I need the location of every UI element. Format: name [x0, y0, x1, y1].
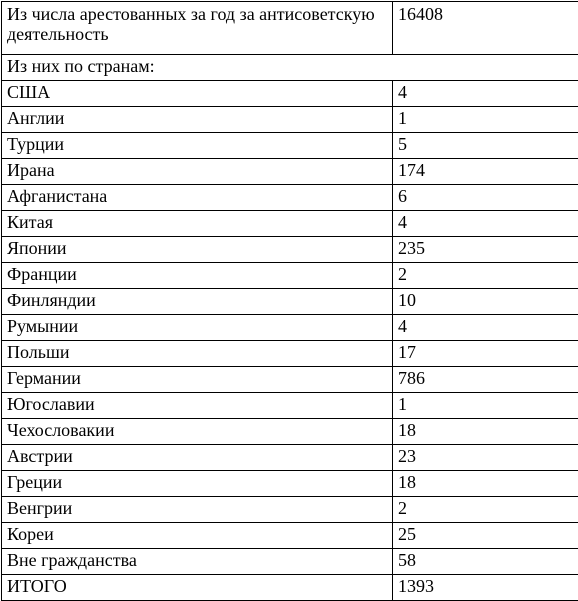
country-name: Вне гражданства: [2, 549, 393, 575]
table-row: [2, 211, 578, 237]
country-name: Германии: [2, 367, 393, 393]
table-row: [2, 419, 578, 445]
country-name: Англии: [2, 107, 393, 133]
table-row: [2, 523, 578, 549]
header-row: [2, 2, 578, 55]
country-name: Турции: [2, 133, 393, 159]
country-name: Финляндии: [2, 289, 393, 315]
country-count: 174: [393, 159, 578, 185]
table-row: [2, 81, 578, 107]
total-value: 1393: [393, 575, 578, 601]
country-count: 1: [393, 107, 578, 133]
table-row: [2, 237, 578, 263]
table-row: [2, 549, 578, 575]
country-count: 58: [393, 549, 578, 575]
country-name: Китая: [2, 211, 393, 237]
table-row: [2, 263, 578, 289]
country-name: США: [2, 81, 393, 107]
arrests-table-body: [2, 2, 578, 601]
country-count: 4: [393, 211, 578, 237]
table-row: [2, 471, 578, 497]
country-name: Чехословакии: [2, 419, 393, 445]
country-count: 23: [393, 445, 578, 471]
header-label: Из числа арестованных за год за антисоветскую деятельность: [2, 2, 393, 55]
arrests-table: [1, 1, 578, 601]
country-count: 2: [393, 263, 578, 289]
subheader-row: [2, 55, 578, 81]
country-count: 25: [393, 523, 578, 549]
country-count: 235: [393, 237, 578, 263]
total-row: [2, 575, 578, 601]
country-name: Югославии: [2, 393, 393, 419]
country-name: Франции: [2, 263, 393, 289]
country-count: 5: [393, 133, 578, 159]
table-row: [2, 133, 578, 159]
country-name: Кореи: [2, 523, 393, 549]
country-count: 6: [393, 185, 578, 211]
table-row: [2, 445, 578, 471]
header-value: 16408: [393, 2, 578, 55]
country-name: Ирана: [2, 159, 393, 185]
table-row: [2, 393, 578, 419]
country-name: Польши: [2, 341, 393, 367]
country-name: Афганистана: [2, 185, 393, 211]
country-count: 17: [393, 341, 578, 367]
table-row: [2, 341, 578, 367]
country-name: Венгрии: [2, 497, 393, 523]
subheader-label: Из них по странам:: [2, 55, 578, 81]
country-count: 4: [393, 81, 578, 107]
country-count: 18: [393, 419, 578, 445]
country-name: Румынии: [2, 315, 393, 341]
table-row: [2, 497, 578, 523]
table-row: [2, 315, 578, 341]
country-count: 1: [393, 393, 578, 419]
country-name: Австрии: [2, 445, 393, 471]
country-count: 4: [393, 315, 578, 341]
country-count: 10: [393, 289, 578, 315]
country-name: Японии: [2, 237, 393, 263]
country-count: 786: [393, 367, 578, 393]
country-count: 18: [393, 471, 578, 497]
total-label: ИТОГО: [2, 575, 393, 601]
country-name: Греции: [2, 471, 393, 497]
table-row: [2, 185, 578, 211]
country-count: 2: [393, 497, 578, 523]
table-row: [2, 289, 578, 315]
table-row: [2, 159, 578, 185]
table-row: [2, 367, 578, 393]
table-row: [2, 107, 578, 133]
